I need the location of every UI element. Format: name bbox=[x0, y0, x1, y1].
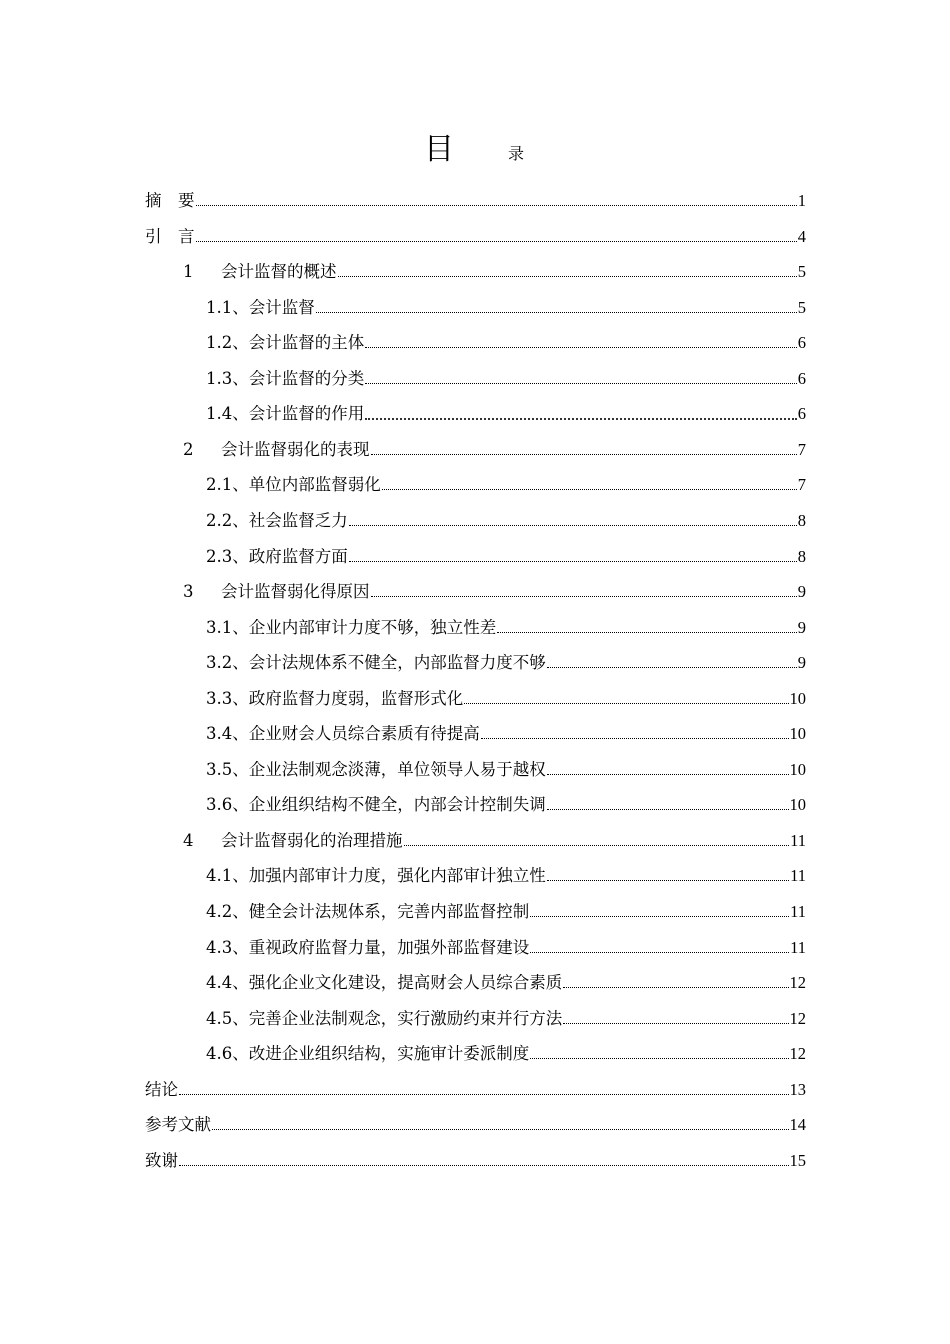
toc-entry-label: 4.2、健全会计法规体系，完善内部监督控制 bbox=[206, 902, 530, 921]
toc-entry-label: 引 言 bbox=[145, 226, 195, 246]
toc-entry-label: 会计监督弱化的治理措施 bbox=[221, 830, 403, 850]
toc-entry-label: 参考文献 bbox=[145, 1115, 211, 1135]
toc-entry[interactable] bbox=[206, 1037, 806, 1071]
toc-entry-label: 4.3、重视政府监督力量，加强外部监督建设 bbox=[206, 937, 530, 957]
toc-entry-label: 会计监督弱化得原因 bbox=[221, 582, 370, 602]
toc-title-main: 目 bbox=[424, 132, 454, 167]
toc-entry-label: 2.1、单位内部监督弱化 bbox=[206, 475, 381, 495]
toc-entry-label: 会计监督弱化的表现 bbox=[221, 439, 370, 459]
toc-entry-page-number: 8 bbox=[797, 510, 806, 530]
toc-entry-label: 3.6、企业组织结构不健全，内部会计控制失调 bbox=[206, 795, 546, 815]
dot-leader bbox=[563, 973, 788, 993]
toc-entry-page-number: 12 bbox=[789, 973, 806, 993]
toc-entry[interactable] bbox=[206, 788, 806, 822]
dot-leader bbox=[365, 333, 797, 353]
toc-entry[interactable] bbox=[206, 646, 806, 680]
toc-entry-page-number: 6 bbox=[797, 333, 806, 353]
toc-entry[interactable] bbox=[145, 184, 806, 218]
dot-leader bbox=[371, 440, 797, 460]
toc-entry-page-number: 11 bbox=[790, 866, 806, 886]
toc-entry-label: 致谢 bbox=[145, 1150, 178, 1170]
toc-entry-page-number: 11 bbox=[790, 902, 806, 921]
dot-leader bbox=[547, 760, 789, 780]
toc-entry[interactable] bbox=[206, 966, 806, 1000]
toc-entry-page-number: 10 bbox=[789, 688, 806, 708]
toc-entry[interactable] bbox=[145, 1144, 806, 1178]
toc-entry[interactable] bbox=[206, 611, 806, 645]
toc-entry-label: 结论 bbox=[145, 1079, 178, 1099]
toc-entry-label: 摘 要 bbox=[145, 191, 195, 210]
toc-entry[interactable] bbox=[145, 1108, 806, 1142]
toc-entry[interactable] bbox=[206, 859, 806, 893]
toc-entry-page-number: 7 bbox=[797, 439, 806, 459]
toc-entry[interactable] bbox=[206, 895, 806, 929]
dot-leader bbox=[382, 475, 797, 495]
toc-entry[interactable] bbox=[183, 824, 806, 858]
dot-leader bbox=[563, 1009, 788, 1029]
toc-entry-number: 2 bbox=[183, 439, 194, 459]
dot-leader bbox=[464, 689, 788, 709]
toc-entry-page-number: 8 bbox=[797, 546, 806, 566]
toc-entry-label: 4.4、强化企业文化建设，提高财会人员综合素质 bbox=[206, 973, 563, 993]
toc-entry-page-number: 10 bbox=[789, 795, 806, 815]
toc-entry-page-number: 13 bbox=[789, 1079, 806, 1099]
toc-entry-page-number: 10 bbox=[789, 759, 806, 779]
toc-entry[interactable] bbox=[206, 326, 806, 360]
dot-leader bbox=[349, 511, 797, 531]
toc-entry[interactable] bbox=[206, 362, 806, 396]
toc-entry[interactable] bbox=[206, 717, 806, 751]
toc-entry-number: 1 bbox=[183, 262, 194, 282]
dot-leader bbox=[212, 1115, 789, 1135]
toc-entry-label: 1.2、会计监督的主体 bbox=[206, 333, 365, 353]
toc-title-sub: 录 bbox=[508, 144, 525, 163]
toc-entry-page-number: 4 bbox=[797, 226, 806, 246]
toc-entry-label: 4.6、改进企业组织结构，实施审计委派制度 bbox=[206, 1044, 530, 1064]
dot-leader bbox=[365, 369, 797, 389]
toc-entry-number: 4 bbox=[183, 830, 194, 850]
toc-entry-label: 4.1、加强内部审计力度，强化内部审计独立性 bbox=[206, 866, 546, 886]
dot-leader bbox=[371, 582, 797, 602]
toc-entry-label: 3.2、会计法规体系不健全，内部监督力度不够 bbox=[206, 653, 546, 673]
toc-entry[interactable] bbox=[206, 753, 806, 787]
toc-entry-page-number: 15 bbox=[789, 1150, 806, 1170]
toc-entry[interactable] bbox=[206, 397, 806, 431]
dot-leader bbox=[338, 262, 797, 282]
dot-leader bbox=[547, 653, 797, 673]
dot-leader bbox=[179, 1080, 789, 1100]
dot-leader bbox=[530, 902, 789, 922]
toc-entry-label: 会计监督的概述 bbox=[221, 262, 337, 282]
toc-entry-page-number: 6 bbox=[797, 404, 806, 424]
dot-leader bbox=[530, 938, 789, 958]
dot-leader bbox=[404, 831, 790, 851]
toc-entry-page-number: 11 bbox=[790, 937, 806, 957]
dot-leader bbox=[530, 1044, 788, 1064]
toc-entry-page-number: 6 bbox=[797, 368, 806, 388]
toc-entry[interactable] bbox=[206, 291, 806, 325]
toc-entry-page-number: 9 bbox=[797, 582, 806, 602]
dot-leader bbox=[547, 795, 789, 815]
toc-entry[interactable] bbox=[206, 468, 806, 502]
dot-leader bbox=[316, 298, 797, 318]
toc-entry-page-number: 11 bbox=[790, 830, 806, 850]
toc-entry-label: 2.3、政府监督方面 bbox=[206, 546, 348, 566]
toc-entry[interactable] bbox=[183, 575, 806, 609]
toc-entry[interactable] bbox=[183, 255, 806, 289]
toc-entry[interactable] bbox=[183, 433, 806, 467]
toc-entry-page-number: 9 bbox=[797, 617, 806, 637]
toc-entry[interactable] bbox=[206, 682, 806, 716]
toc-entry-label: 3.1、企业内部审计力度不够，独立性差 bbox=[206, 617, 497, 637]
toc-entry-label: 1.4、会计监督的作用 bbox=[206, 404, 365, 424]
dot-leader bbox=[481, 724, 789, 744]
toc-entry-label: 3.3、政府监督力度弱，监督形式化 bbox=[206, 688, 464, 708]
dot-leader bbox=[497, 618, 797, 638]
dot-leader bbox=[179, 1151, 789, 1171]
toc-entry-label: 1.1、会计监督 bbox=[206, 297, 315, 317]
toc-entry-label: 3.4、企业财会人员综合素质有待提高 bbox=[206, 724, 480, 744]
toc-entry-label: 4.5、完善企业法制观念，实行激励约束并行方法 bbox=[206, 1008, 563, 1028]
dot-leader bbox=[349, 547, 797, 567]
toc-entry-page-number: 5 bbox=[797, 297, 806, 317]
toc-entry-page-number: 1 bbox=[797, 191, 806, 210]
toc-entry[interactable] bbox=[206, 504, 806, 538]
dot-leader bbox=[365, 404, 797, 424]
toc-entry-label: 2.2、社会监督乏力 bbox=[206, 510, 348, 530]
toc-entry-page-number: 5 bbox=[797, 262, 806, 282]
toc-entry-page-number: 9 bbox=[797, 653, 806, 673]
toc-entry[interactable] bbox=[145, 1073, 806, 1107]
toc-entry-page-number: 10 bbox=[789, 724, 806, 744]
toc-entry-number: 3 bbox=[183, 582, 194, 602]
toc-entry-page-number: 12 bbox=[789, 1008, 806, 1028]
dot-leader bbox=[196, 227, 797, 247]
toc-entry[interactable] bbox=[206, 1002, 806, 1036]
toc-entry-page-number: 14 bbox=[789, 1115, 806, 1135]
toc-entry-label: 3.5、企业法制观念淡薄，单位领导人易于越权 bbox=[206, 759, 546, 779]
dot-leader bbox=[547, 866, 789, 886]
toc-entry-page-number: 12 bbox=[789, 1044, 806, 1064]
toc-entry[interactable] bbox=[145, 220, 806, 254]
toc-title bbox=[0, 128, 950, 176]
toc-entry[interactable] bbox=[206, 931, 806, 965]
toc-entry-page-number: 7 bbox=[797, 475, 806, 495]
toc-entry[interactable] bbox=[206, 540, 806, 574]
dot-leader bbox=[196, 191, 797, 211]
toc-entry-label: 1.3、会计监督的分类 bbox=[206, 368, 365, 388]
